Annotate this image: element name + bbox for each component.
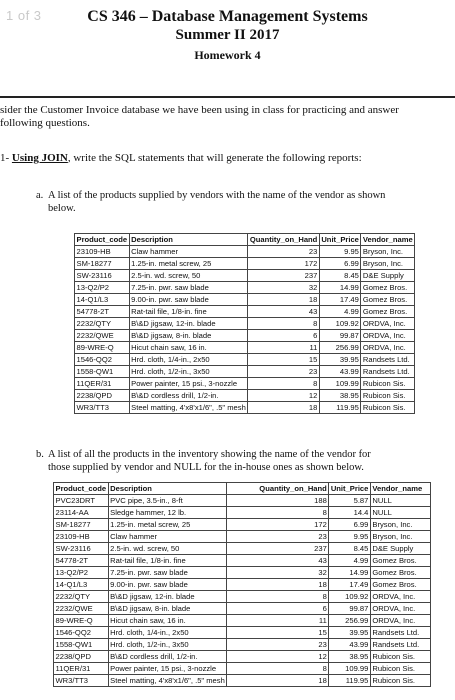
table-cell: WR3/TT3 xyxy=(75,402,130,414)
table-row xyxy=(54,675,431,687)
table-cell: B\&D jigsaw, 12-in. blade xyxy=(129,318,248,330)
table-cell: 15 xyxy=(227,627,329,639)
table-cell: 5.87 xyxy=(329,495,371,507)
table-cell: 39.95 xyxy=(319,354,361,366)
table-cell: Steel matting, 4'x8'x1/6", .5" mesh xyxy=(131,402,246,412)
table-cell: 2232/QWE xyxy=(75,330,130,342)
page-counter: 1 of 3 xyxy=(6,8,42,23)
question-text: , write the SQL statements that will generate the following reports: xyxy=(67,152,362,164)
table-row xyxy=(54,627,431,639)
table-cell: 1546-QQ2 xyxy=(54,627,109,639)
table-cell: 39.95 xyxy=(329,627,371,639)
table-cell: 2.5-in. wd. screw, 50 xyxy=(129,270,248,282)
table-cell: PVC23DRT xyxy=(54,495,109,507)
table-cell: 38.95 xyxy=(329,651,371,663)
table-row xyxy=(54,543,431,555)
table-cell: 2232/QTY xyxy=(75,318,130,330)
column-header: Vendor_name xyxy=(370,483,430,495)
table-cell: 43.99 xyxy=(319,366,361,378)
table-cell: 172 xyxy=(248,258,320,270)
column-header: Product_code xyxy=(76,234,128,244)
column-header: Description xyxy=(108,483,227,495)
table-cell: 14.99 xyxy=(329,567,371,579)
table-cell: Gomez Bros. xyxy=(370,555,430,567)
table-cell: 6 xyxy=(248,330,320,342)
table-row xyxy=(54,639,431,651)
table-cell: 8 xyxy=(227,591,329,603)
table-row xyxy=(54,567,431,579)
table-cell: Bryson, Inc. xyxy=(370,531,430,543)
part-a-line-1: A list of the products supplied by vendors with the name of the vendor as shown xyxy=(48,190,386,201)
table-cell: Hrd. cloth, 1/2-in., 3x50 xyxy=(108,639,227,651)
table-cell: 12 xyxy=(227,651,329,663)
table-row xyxy=(54,555,431,567)
table-cell: Rat-tail file, 1/8-in. fine xyxy=(108,555,227,567)
table-cell: 1558-QW1 xyxy=(75,366,130,378)
term-title: Summer II 2017 xyxy=(175,27,280,43)
table-row xyxy=(54,651,431,663)
table-cell: 13-Q2/P2 xyxy=(75,282,130,294)
table-cell: Sledge hammer, 12 lb. xyxy=(108,507,227,519)
table-row xyxy=(54,495,431,507)
table-cell: Randsets Ltd. xyxy=(370,639,430,651)
table-cell: B\&D jigsaw, 12-in. blade xyxy=(108,591,227,603)
intro-line-2: following questions. xyxy=(0,117,90,129)
table-cell: 14-Q1/L3 xyxy=(54,579,109,591)
column-header: Description xyxy=(129,234,248,246)
table-row xyxy=(75,270,415,282)
table-cell: Hrd. cloth, 1/4-in., 2x50 xyxy=(108,627,227,639)
table-cell: Hicut chain saw, 16 in. xyxy=(129,342,248,354)
table-cell: ORDVA, Inc. xyxy=(361,318,415,330)
table-row xyxy=(54,591,431,603)
table-cell: WR3/TT3 xyxy=(54,675,109,687)
table-cell: 9.00-in. pwr. saw blade xyxy=(129,294,248,306)
table-row xyxy=(75,258,415,270)
table-cell: Rubicon Sis. xyxy=(370,663,430,675)
column-header: Unit_Price xyxy=(330,483,369,493)
table-cell: 237 xyxy=(248,270,320,282)
table-cell: 12 xyxy=(248,390,320,402)
table-cell: Rubicon Sis. xyxy=(370,651,430,663)
table-cell: 9.95 xyxy=(329,531,371,543)
table-cell: 7.25-in. pwr. saw blade xyxy=(129,282,248,294)
table-row xyxy=(75,306,415,318)
table-cell: SM-18277 xyxy=(54,519,109,531)
table-cell: 14.99 xyxy=(319,282,361,294)
table-cell: 18 xyxy=(227,675,329,687)
table-cell: 7.25-in. pwr. saw blade xyxy=(108,567,227,579)
table-cell: 2.5-in. wd. screw, 50 xyxy=(108,543,227,555)
table-cell: 89-WRE-Q xyxy=(54,615,109,627)
table-cell: B\&D jigsaw, 8-in. blade xyxy=(108,603,227,615)
table-cell: 43 xyxy=(227,555,329,567)
table-cell: Steel matting, 4'x8'x1/6", .5" mesh xyxy=(110,675,225,685)
table-row xyxy=(75,318,415,330)
table-cell: 109.92 xyxy=(329,591,371,603)
table-cell: 119.95 xyxy=(319,402,361,414)
table-cell: 237 xyxy=(227,543,329,555)
table-cell: ORDVA, Inc. xyxy=(361,330,415,342)
table-cell: 172 xyxy=(227,519,329,531)
table-cell: 109.99 xyxy=(329,663,371,675)
table-cell: 6.99 xyxy=(329,519,371,531)
table-cell: B\&D jigsaw, 8-in. blade xyxy=(129,330,248,342)
table-row xyxy=(54,663,431,675)
table-cell: Hicut chain saw, 16 in. xyxy=(108,615,227,627)
table-cell: D&E Supply xyxy=(370,543,430,555)
table-cell: 99.87 xyxy=(329,603,371,615)
table-body xyxy=(75,246,415,414)
table-cell: 23109-HB xyxy=(75,246,130,258)
table-row xyxy=(54,531,431,543)
table-cell: Bryson, Inc. xyxy=(361,246,415,258)
table-cell: 6 xyxy=(227,603,329,615)
table-cell: 17.49 xyxy=(319,294,361,306)
table-header-row xyxy=(54,483,431,495)
column-header: Product_code xyxy=(55,483,107,493)
table-cell: Claw hammer xyxy=(129,246,248,258)
all-products-table xyxy=(53,482,431,687)
intro-line-1: sider the Customer Invoice database we have been using in class for practicing and answer xyxy=(0,104,399,116)
table-row xyxy=(54,519,431,531)
table-cell: 15 xyxy=(248,354,320,366)
column-header: Unit_Price xyxy=(321,234,359,244)
table-cell: 4.99 xyxy=(319,306,361,318)
table-cell: 1558-QW1 xyxy=(54,639,109,651)
table-cell: 11 xyxy=(248,342,320,354)
table-cell: Randsets Ltd. xyxy=(361,354,415,366)
table-cell: 23 xyxy=(248,366,320,378)
table-cell: Claw hammer xyxy=(108,531,227,543)
table-row xyxy=(75,402,415,414)
table-cell: 119.95 xyxy=(329,675,371,687)
table-cell: 1.25-in. metal screw, 25 xyxy=(108,519,227,531)
table-cell: D&E Supply xyxy=(361,270,415,282)
table-cell: 8 xyxy=(248,378,320,390)
table-row xyxy=(54,507,431,519)
table-cell: 32 xyxy=(227,567,329,579)
table-cell: 23114-AA xyxy=(54,507,109,519)
part-b-line-1: A list of all the products in the inventory showing the name of the vendor for xyxy=(48,449,371,460)
header-divider xyxy=(0,96,455,98)
table-row xyxy=(75,378,415,390)
table-cell: Gomez Bros. xyxy=(370,567,430,579)
table-cell: 43.99 xyxy=(329,639,371,651)
table-cell: Gomez Bros. xyxy=(361,306,415,318)
table-cell: PVC pipe, 3.5-in., 8-ft xyxy=(108,495,227,507)
table-cell: 188 xyxy=(227,495,329,507)
table-cell: 14.4 xyxy=(329,507,371,519)
question-keyword: Using JOIN xyxy=(11,152,68,164)
table-cell: 11QER/31 xyxy=(54,663,109,675)
table-header-row xyxy=(75,234,415,246)
table-cell: 18 xyxy=(248,294,320,306)
question-1 xyxy=(0,152,362,164)
table-cell: ORDVA, Inc. xyxy=(361,342,415,354)
table-row xyxy=(75,330,415,342)
table-cell: 2232/QWE xyxy=(54,603,109,615)
table-cell: ORDVA, Inc. xyxy=(370,591,430,603)
table-cell: 4.99 xyxy=(329,555,371,567)
table-cell: Rat-tail file, 1/8-in. fine xyxy=(129,306,248,318)
table-cell: 54778-2T xyxy=(54,555,109,567)
table-cell: 11QER/31 xyxy=(75,378,130,390)
table-cell: B\&D cordless drill, 1/2-in. xyxy=(108,651,227,663)
table-cell: 99.87 xyxy=(319,330,361,342)
question-number: 1- xyxy=(0,152,10,164)
assignment-title: Homework 4 xyxy=(194,48,261,62)
table-cell: 1546-QQ2 xyxy=(75,354,130,366)
table-cell: 23 xyxy=(248,246,320,258)
table-cell: Gomez Bros. xyxy=(361,294,415,306)
table-cell: 23109-HB xyxy=(54,531,109,543)
table-cell: 18 xyxy=(248,402,320,414)
table-cell: 23 xyxy=(227,639,329,651)
part-a-letter: a. xyxy=(36,190,44,201)
column-header: Quantity_on_Hand xyxy=(227,483,329,495)
table-cell: Bryson, Inc. xyxy=(361,258,415,270)
products-by-vendor-table xyxy=(74,233,415,414)
table-cell: 109.92 xyxy=(319,318,361,330)
part-b-line-2: those supplied by vendor and NULL for the in-house ones as shown below. xyxy=(48,461,364,473)
table-cell: 256.99 xyxy=(329,615,371,627)
table-cell: 8 xyxy=(227,507,329,519)
table-cell: Bryson, Inc. xyxy=(370,519,430,531)
table-cell: ORDVA, Inc. xyxy=(370,615,430,627)
table-cell: Hrd. cloth, 1/2-in., 3x50 xyxy=(129,366,248,378)
part-a-line-2: below. xyxy=(48,202,76,214)
table-cell: Rubicon Sis. xyxy=(361,378,415,390)
table-cell: Gomez Bros. xyxy=(361,282,415,294)
table-cell: Randsets Ltd. xyxy=(361,366,415,378)
course-title: CS 346 – Database Management Systems xyxy=(87,8,368,25)
table-cell: 32 xyxy=(248,282,320,294)
table-cell: 8 xyxy=(227,663,329,675)
intro-paragraph xyxy=(0,104,440,130)
table-cell: SM-18277 xyxy=(75,258,130,270)
table-cell: Rubicon Sis. xyxy=(370,675,430,687)
table-cell: 18 xyxy=(227,579,329,591)
table-cell: Hrd. cloth, 1/4-in., 2x50 xyxy=(129,354,248,366)
table-cell: 9.95 xyxy=(319,246,361,258)
table-cell: Randsets Ltd. xyxy=(370,627,430,639)
table-cell: Rubicon Sis. xyxy=(361,390,415,402)
table-cell: 2238/QPD xyxy=(75,390,130,402)
table-cell: NULL xyxy=(370,495,430,507)
table-cell: 6.99 xyxy=(319,258,361,270)
table-cell: NULL xyxy=(370,507,430,519)
table-cell: 8.45 xyxy=(329,543,371,555)
table-cell: 1.25-in. metal screw, 25 xyxy=(129,258,248,270)
table-cell: 9.00-in. pwr. saw blade xyxy=(108,579,227,591)
table-cell: SW-23116 xyxy=(54,543,109,555)
table-row xyxy=(75,342,415,354)
table-cell: 17.49 xyxy=(329,579,371,591)
table-cell: 11 xyxy=(227,615,329,627)
table-cell: 54778-2T xyxy=(75,306,130,318)
table-cell: 8 xyxy=(248,318,320,330)
table-row xyxy=(54,579,431,591)
table-row xyxy=(75,390,415,402)
column-header: Quantity_on_Hand xyxy=(249,234,318,244)
table-cell: Power painter, 15 psi., 3-nozzle xyxy=(108,663,227,675)
table-cell: 89-WRE-Q xyxy=(75,342,130,354)
table-cell: Rubicon Sis. xyxy=(361,402,415,414)
table-cell: 14-Q1/L3 xyxy=(75,294,130,306)
table-row xyxy=(54,603,431,615)
part-b-letter: b. xyxy=(36,449,44,460)
table-cell: 2232/QTY xyxy=(54,591,109,603)
table-cell: 38.95 xyxy=(319,390,361,402)
table-cell: 256.99 xyxy=(319,342,361,354)
table-cell: 23 xyxy=(227,531,329,543)
table-cell: 2238/QPD xyxy=(54,651,109,663)
column-header: Vendor_name xyxy=(362,234,413,244)
table-cell: ORDVA, Inc. xyxy=(370,603,430,615)
table-cell: SW-23116 xyxy=(75,270,130,282)
table-cell: B\&D cordless drill, 1/2-in. xyxy=(129,390,248,402)
table-row xyxy=(75,294,415,306)
table-row xyxy=(54,615,431,627)
table-cell: 13-Q2/P2 xyxy=(54,567,109,579)
table-row xyxy=(75,282,415,294)
table-body xyxy=(54,495,431,687)
table-cell: Power painter, 15 psi., 3-nozzle xyxy=(129,378,248,390)
table-cell: Gomez Bros. xyxy=(370,579,430,591)
table-cell: 8.45 xyxy=(319,270,361,282)
table-row xyxy=(75,366,415,378)
table-row xyxy=(75,354,415,366)
table-row xyxy=(75,246,415,258)
table-cell: 109.99 xyxy=(319,378,361,390)
table-cell: 43 xyxy=(248,306,320,318)
